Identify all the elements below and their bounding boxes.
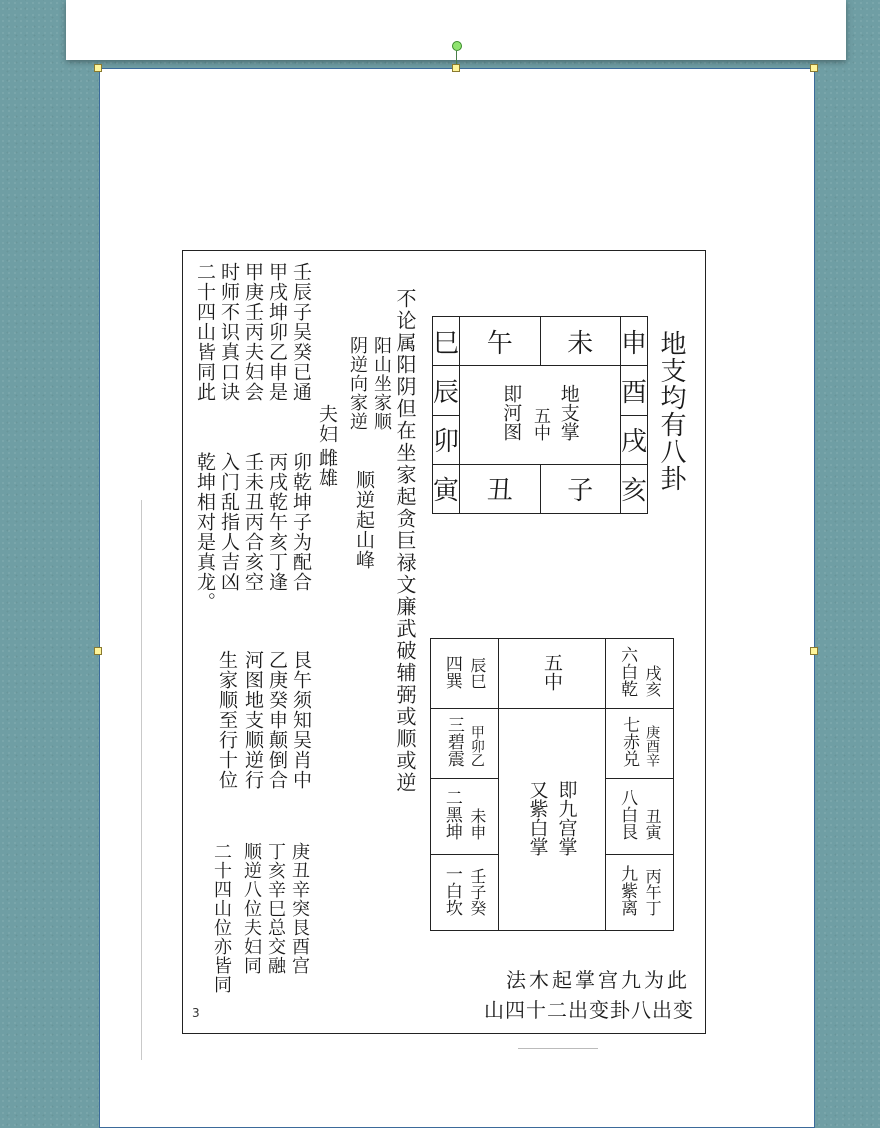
- palace-cell: [431, 779, 499, 855]
- palace-sub: 庚酉辛: [644, 725, 661, 767]
- page-number: 3: [192, 1006, 200, 1020]
- palace-cell: [431, 709, 499, 779]
- palace-sub: 未申: [467, 808, 487, 840]
- text-column: 顺逆八位夫妇同: [241, 842, 262, 975]
- palace-cell: [606, 639, 674, 709]
- grid-cell: 丑: [460, 464, 540, 513]
- palace-cell: [606, 855, 674, 931]
- text-column: 乾坤相对是真龙。: [194, 452, 216, 612]
- text-column: 壬未丑丙合亥空: [242, 452, 264, 592]
- grid-cell: 卯: [433, 415, 460, 464]
- palace-sub: 辰巳: [467, 656, 487, 689]
- text-column: 不论属阳阴但在坐家起贪巨禄文廉武破辅弼或顺或逆: [393, 288, 417, 794]
- palace-cell: [606, 779, 674, 855]
- grid-cell: 戌: [620, 415, 647, 464]
- grid-center-text: 五中: [530, 407, 550, 441]
- text-column: 夫妇: [316, 404, 338, 444]
- text-column: 艮午须知吴肖中: [290, 650, 312, 790]
- palace-label: 六白乾: [617, 646, 638, 697]
- text-column: 卯乾坤子为配合: [290, 452, 312, 592]
- text-column: 时师不识真口诀: [218, 262, 240, 402]
- scan-mark: [518, 1048, 598, 1049]
- palace-sub: 甲卯乙: [468, 725, 485, 767]
- grid-center-text: 即河图: [500, 384, 523, 441]
- text-column: 顺逆起山峰: [353, 470, 375, 570]
- grid-cell: 子: [540, 464, 620, 513]
- grid-cell: 午: [460, 317, 540, 366]
- palace-label: 五中: [540, 652, 563, 691]
- palace-center-text: 即九宫掌: [555, 779, 578, 856]
- palace-center-text: 又紫白掌: [526, 779, 549, 856]
- text-column: 入门乱指人吉凶: [218, 452, 240, 592]
- scan-mark: [141, 500, 142, 1060]
- text-column: 甲庚壬丙夫妇会: [242, 262, 264, 402]
- palace-cell: [606, 709, 674, 779]
- resize-handle-mid-right[interactable]: [810, 647, 818, 655]
- resize-handle-mid-left[interactable]: [94, 647, 102, 655]
- text-column: 丙戌乾午亥丁逢: [266, 452, 288, 592]
- text-column: 二十四山位亦皆同: [211, 842, 232, 994]
- resize-handle-top-left[interactable]: [94, 64, 102, 72]
- palace-cell: [431, 639, 499, 709]
- text-column: 生家顺至行十位: [216, 650, 238, 790]
- footer-line: 变出八卦变出二十四山: [484, 998, 694, 1022]
- text-column: 二十四山皆同此: [194, 262, 216, 402]
- grid-center-cell: [460, 366, 621, 465]
- text-column: 丁亥辛巳总交融: [265, 842, 286, 975]
- grid-center-text: 地支掌: [557, 384, 580, 441]
- palace-label: 八白艮: [617, 789, 638, 840]
- resize-handle-top-right[interactable]: [810, 64, 818, 72]
- grid-cell: 亥: [620, 464, 647, 513]
- nine-palace-grid: [430, 638, 674, 931]
- palace-sub: 丙午丁: [643, 868, 663, 916]
- earthly-branch-grid: [432, 316, 648, 514]
- palace-label: 二黑坤: [441, 789, 462, 840]
- grid-cell: 酉: [620, 366, 647, 415]
- grid-cell: 巳: [433, 317, 460, 366]
- palace-label: 四巽: [441, 654, 462, 689]
- text-column: 阳山坐家顺: [371, 336, 392, 431]
- palace-label: 三碧震: [443, 716, 464, 767]
- palace-center-cell: [498, 709, 605, 931]
- palace-label: 七赤兑: [619, 716, 640, 767]
- grid-cell: 未: [540, 317, 620, 366]
- text-column: 乙庚癸申颠倒合: [266, 650, 288, 790]
- palace-sub: 壬子癸: [467, 868, 487, 916]
- palace-sub: 戌亥: [643, 665, 663, 697]
- rotate-handle[interactable]: [452, 41, 462, 51]
- text-column: 庚丑辛突艮酉宫: [289, 842, 310, 975]
- resize-handle-top-center[interactable]: [452, 64, 460, 72]
- text-column: 甲戌坤卯乙申是: [266, 262, 288, 402]
- grid-cell: 寅: [433, 464, 460, 513]
- text-column: 河图地支顺逆行: [242, 650, 264, 790]
- text-column: 雌雄: [316, 448, 338, 488]
- grid-cell: 申: [620, 317, 647, 366]
- text-column: 壬辰子吴癸已通: [290, 262, 312, 402]
- doc-title: 地支均有八卦: [656, 330, 686, 492]
- palace-cell: [431, 855, 499, 931]
- palace-label: 九紫离: [617, 865, 638, 916]
- grid-cell: 辰: [433, 366, 460, 415]
- palace-sub: 丑寅: [643, 808, 663, 840]
- text-column: 阴逆向家逆: [347, 336, 368, 431]
- palace-cell: [498, 639, 605, 709]
- palace-label: 一白坎: [441, 865, 462, 916]
- footer-line: 此为九宫掌起木法: [506, 968, 690, 992]
